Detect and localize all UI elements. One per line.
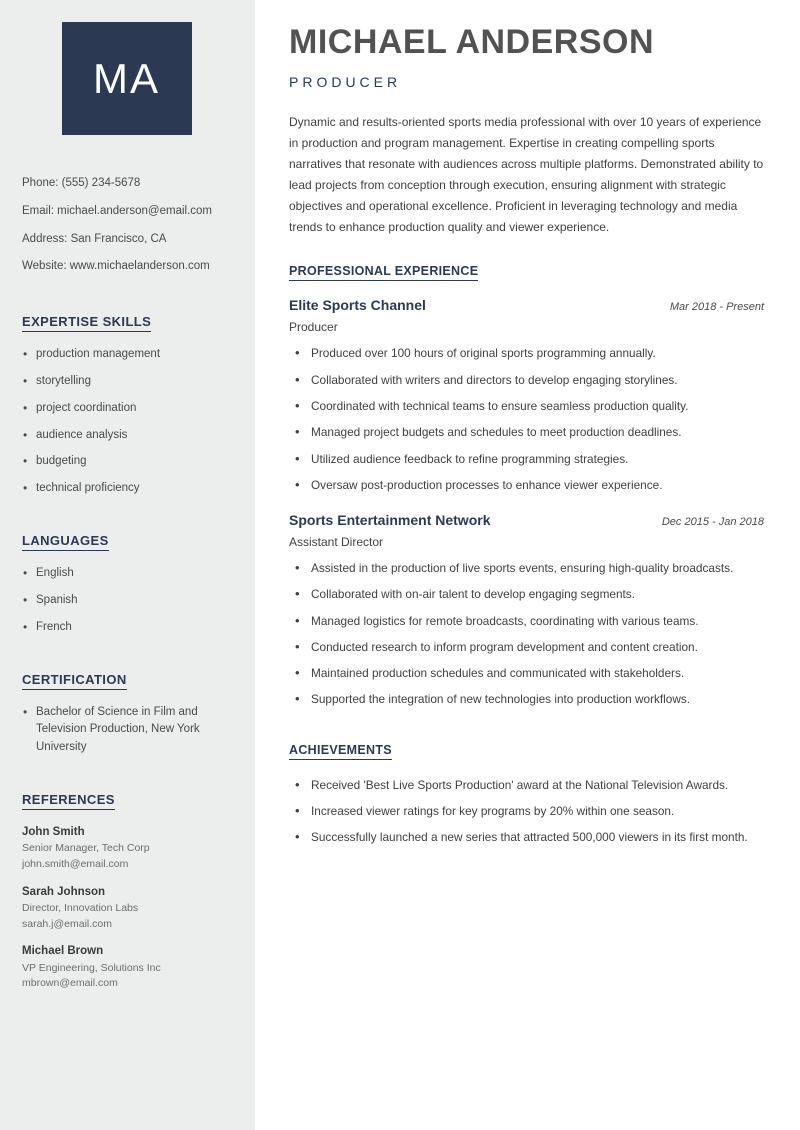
reference-email: john.smith@email.com [22,857,129,870]
list-item: • Utilized audience feedback to refine programming strategies. [289,450,764,468]
contact-email: Email: michael.anderson@email.com [22,204,212,217]
list-item: • Managed project budgets and schedules to meet production deadlines. [289,423,764,441]
page-title: MICHAEL ANDERSON [289,23,655,61]
reference-role: Senior Manager, Tech Corp [22,842,150,855]
contact-address: Address: San Francisco, CA [22,232,167,245]
position-title: Assistant Director [289,535,384,550]
contact-phone: Phone: (555) 234-5678 [22,177,141,189]
reference-email: mbrown@email.com [22,977,118,990]
experience-header [289,297,764,313]
employment-dates: Dec 2015 - Jan 2018 [661,516,764,529]
achievements-list [289,776,764,847]
list-item: • Bachelor of Science in Film and Television Production, New York University [22,704,231,757]
list-item: • French [22,619,231,637]
reference-name: Michael Brown [22,945,104,958]
experience-entry [289,512,764,709]
reference-email: sarah.j@email.com [22,917,113,930]
list-item [22,943,231,992]
sidebar [0,0,255,1130]
list-item: • Maintained production schedules and communicated with stakeholders. [289,664,764,682]
list-item: • budgeting [22,453,231,471]
list-item: • Increased viewer ratings for key programs by 20% within one season. [289,802,764,820]
profile-summary: Dynamic and results-oriented sports media professional with over 10 years of experience in production and program management. Expertise in creating compelling sports narratives that resonate with audiences across multiple platforms. Demonstrated ability to lead projects from conception through execution, ensuring alignment with strategic objectives and operational excellence. Proficient in leveraging technology and media trends to enhance production quality and viewer experience. [289,115,764,235]
position-title: Producer [289,320,338,335]
list-item: • Collaborated with on-air talent to develop engaging segments. [289,585,764,603]
reference-role: VP Engineering, Solutions Inc [22,961,161,974]
reference-name: John Smith [22,825,85,838]
responsibility-list [289,344,764,494]
list-item: • Produced over 100 hours of original sports programming annually. [289,344,764,362]
list-item: • production management [22,346,231,364]
list-item: • Assisted in the production of live sports events, ensuring high-quality broadcasts. [289,559,764,577]
list-item: • Supported the integration of new technologies into production workflows. [289,690,764,708]
experience-entry [289,297,764,494]
list-item: • audience analysis [22,427,231,445]
contact-website: Website: www.michaelanderson.com [22,260,210,273]
company-name: Elite Sports Channel [289,297,426,314]
list-item: • Conducted research to inform program development and content creation. [289,638,764,656]
list-item [22,884,231,933]
list-item: • Spanish [22,592,231,610]
reference-role: Director, Innovation Labs [22,901,139,914]
avatar [62,22,192,135]
employment-dates: Mar 2018 - Present [669,301,764,314]
section-title-achievements: ACHIEVEMENTS [289,743,392,760]
certification-list [22,704,231,757]
experience-header [289,512,764,528]
list-item: • English [22,565,231,583]
skills-list [22,346,231,498]
contact-block [22,177,231,274]
list-item: • technical proficiency [22,480,231,498]
list-item: • Successfully launched a new series that attracted 500,000 viewers in its first month. [289,828,764,846]
avatar-initials: MA [93,54,160,102]
section-title-expertise-skills: EXPERTISE SKILLS [22,314,151,332]
job-role-subtitle: PRODUCER [289,74,402,91]
main-content [255,0,800,1130]
section-title-professional-experience: PROFESSIONAL EXPERIENCE [289,264,478,281]
section-title-languages: LANGUAGES [22,533,109,551]
list-item: • Collaborated with writers and directors to develop engaging storylines. [289,371,764,389]
references-list [22,824,231,992]
list-item: • Oversaw post-production processes to enhance viewer experience. [289,476,764,494]
list-item [22,824,231,873]
languages-list [22,565,231,636]
section-title-references: REFERENCES [22,792,115,810]
list-item: • Coordinated with technical teams to ensure seamless production quality. [289,397,764,415]
reference-name: Sarah Johnson [22,885,106,898]
list-item: • storytelling [22,373,231,391]
responsibility-list [289,559,764,709]
company-name: Sports Entertainment Network [289,512,491,529]
list-item: • Received 'Best Live Sports Production' award at the National Television Awards. [289,776,764,794]
list-item: • project coordination [22,400,231,418]
list-item: • Managed logistics for remote broadcasts, coordinating with various teams. [289,612,764,630]
section-title-certification: CERTIFICATION [22,672,127,690]
